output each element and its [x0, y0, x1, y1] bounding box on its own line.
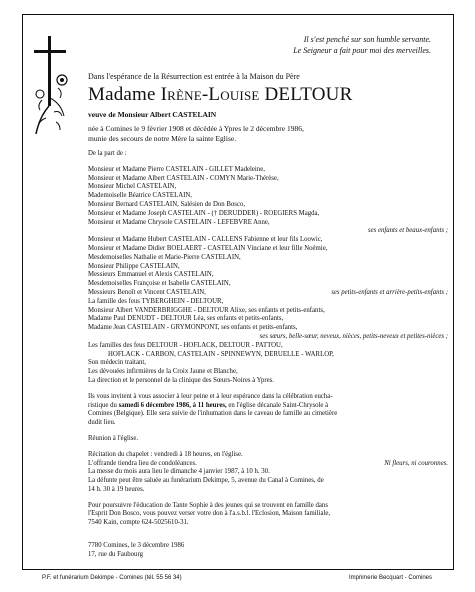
list-item: Monsieur Albert VANDERBRIGGHE - DELTOUR Alixe, ses enfants et petits-enfants,	[88, 306, 325, 314]
list-item: La famille des feus TYBERGHEIN - DELTOUR,	[88, 297, 224, 305]
rosary-line: Récitation du chapelet : vendredi à 18 heures, en l'église.	[88, 450, 243, 458]
list-item: Son médecin traitant,	[88, 359, 146, 367]
bible-verse	[293, 34, 431, 56]
birth-death-block	[88, 124, 304, 144]
families-line-1: Les familles des feus DELTOUR - HOFLACK, DELTOUR - PATTOU,	[88, 341, 283, 349]
donation-line-2: l'Esprit Don Bosco, vous pouvez verser votre don à l'a.s.b.l. l'Eclosion, Maison familiale,	[88, 510, 331, 518]
list-item: Messieurs Benoît et Vincent CASTELAIN,	[88, 288, 206, 296]
cross-with-flowers-icon	[28, 36, 76, 136]
mass-line-1: Ils vous invitent à vous associer à leur peine et à leur espérance dans la célébration eucha-	[88, 392, 333, 400]
address-line-1: 7780 Comines, le 3 décembre 1986	[88, 542, 185, 550]
grandchildren-list	[88, 236, 448, 298]
mass-date: samedi 6 décembre 1986, à 11 heures,	[118, 401, 227, 409]
footer-right: Imprimerie Becquart - Comines	[348, 575, 432, 581]
reunion-line: Réunion à l'église.	[88, 434, 139, 442]
grandchildren-last-row	[88, 289, 448, 298]
list-item: Monsieur Philippe CASTELAIN,	[88, 262, 180, 270]
verse-line-1: Il s'est penché sur son humble servante.	[303, 35, 431, 44]
printer-footer	[22, 575, 452, 581]
list-item: Monsieur et Madame Albert CASTELAIN - COMYN Marie-Thérèse,	[88, 174, 279, 182]
children-relation: ses enfants et beaux-enfants ;	[367, 227, 448, 235]
sacraments-line: munie des secours de notre Mère la sainte Eglise.	[88, 134, 237, 143]
mass-line-2: ristique du samedi 6 décembre 1986, à 11 heures, en l'église décanale Saint-Chrysole à	[88, 401, 329, 409]
list-item: Madame Paul DENUDT - DELTOUR Léa, ses enfants et petits-enfants,	[88, 315, 284, 323]
verse-line-2: Le Seigneur a fait pour moi des merveilles.	[293, 46, 431, 55]
list-item: Monsieur et Madame Didier BOELAERT - CASTELAIN Vinciane et leur fille Noémie,	[88, 244, 328, 252]
list-item: Monsieur Michel CASTELAIN,	[88, 183, 177, 191]
deceased-name	[88, 84, 352, 106]
funeral-home-line-1: La défunte peut être saluée au funérarium Dekimpe, 5, avenue du Canal à Comines, de	[88, 477, 324, 485]
from-line: De la part de :	[88, 150, 127, 157]
funeral-home-line-2: 14 h. 30 à 19 heures.	[88, 485, 145, 493]
offering-line: L'offrande tiendra lieu de condoléances.	[88, 459, 197, 467]
list-item: Les dévouées infirmières de la Croix Jaune et Blanche,	[88, 368, 238, 376]
address-line-2: 17, rue du Faubourg	[88, 550, 143, 558]
birth-line: née à Comines le 9 février 1908 et décédée à Ypres le 2 décembre 1986,	[88, 124, 304, 133]
widow-line: veuve de Monsieur Albert CASTELAIN	[88, 110, 217, 119]
families-line-2: HOFLACK - CARBON, CASTELAIN - SPINNEWYN, DERUELLE - WARLOP,	[108, 350, 334, 358]
list-item: Monsieur et Madame Joseph CASTELAIN - († DERUDDER) - ROEGIERS Magda,	[88, 209, 320, 217]
list-item: Monsieur et Madame Pierre CASTELAIN - GILLET Madeleine,	[88, 165, 265, 173]
list-item: Madame Jean CASTELAIN - GRYMONPONT, ses enfants et petits-enfants,	[88, 324, 298, 332]
list-item: Mesdemoiselles Françoise et Isabelle CASTELAIN,	[88, 280, 231, 288]
list-item: Monsieur et Madame Hubert CASTELAIN - CALLENS Fabienne et leur fils Loowic,	[88, 236, 323, 244]
intro-line: Dans l'espérance de la Résurrection est entrée à la Maison du Père	[88, 72, 300, 81]
footer-left: P.F. et funérarium Dekimpe - Comines (tél. 55 56 34)	[42, 575, 182, 581]
list-item: Monsieur Bernard CASTELAIN, Salésien de Don Bosco,	[88, 200, 246, 208]
mass-line-4: dudit lieu.	[88, 419, 116, 427]
siblings-relation: ses sœurs, belle-sœur, neveux, nièces, petits-neveux et petites-nièces ;	[259, 332, 448, 340]
list-item: Messieurs Emmanuel et Alexis CASTELAIN,	[88, 271, 214, 279]
name-first: Irène-Louise	[160, 84, 260, 105]
grandchildren-relation: ses petits-enfants et arrière-petits-enfants ;	[331, 288, 448, 296]
siblings-list	[88, 298, 448, 342]
announcement-body	[88, 150, 448, 560]
donation-line-3: 7540 Kain, compte 624-5025610-31.	[88, 519, 189, 527]
list-item: Monsieur et Madame Chrysole CASTELAIN - LEFEBVRE Anne,	[88, 218, 270, 226]
name-last: DELTOUR	[264, 84, 353, 105]
list-item: La direction et le personnel de la clinique des Sœurs-Noires à Ypres.	[88, 376, 274, 384]
name-title: Madame	[88, 84, 156, 105]
offering-row	[88, 460, 448, 469]
list-item: Mademoiselle Béatrice CASTELAIN,	[88, 192, 193, 200]
mass-line-3: Comines (Belgique). Elle sera suivie de l'inhumation dans le caveau de famille au cimetière	[88, 410, 338, 418]
donation-line-1: Pour poursuivre l'éducation de Tante Sophie à des jeunes qui se trouvent en famille dans	[88, 501, 328, 509]
no-flowers-line: Ni fleurs, ni couronnes.	[384, 459, 448, 467]
children-list	[88, 166, 448, 236]
list-item: Mesdemoiselles Nathalie et Marie-Pierre CASTELAIN,	[88, 253, 241, 261]
month-mass-line: La messe du mois aura lieu le dimanche 4 janvier 1987, à 10 h. 30.	[88, 468, 270, 476]
